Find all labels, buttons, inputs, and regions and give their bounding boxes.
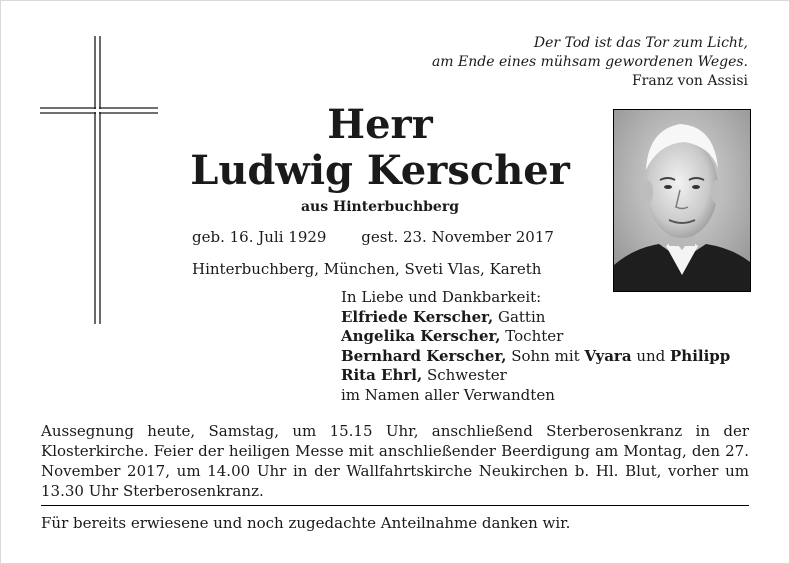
mourner-row [341, 308, 730, 328]
mourners-intro: In Liebe und Dankbarkeit: [341, 288, 542, 306]
hometown: aus Hinterbuchberg [300, 199, 459, 215]
mourner-name: Elfriede Kerscher, [341, 307, 494, 326]
death-date: gest. 23. November 2017 [361, 228, 554, 246]
mourner-conjunction: und [631, 346, 671, 365]
epigraph-line-1: Der Tod ist das Tor zum Licht, [533, 35, 748, 51]
cross-icon [40, 36, 158, 324]
life-dates [192, 228, 554, 246]
epigraph-author: Franz von Assisi [631, 73, 748, 89]
mourners-closing: im Namen aller Verwandten [341, 385, 555, 404]
divider [41, 505, 749, 506]
portrait-photo [613, 109, 751, 292]
mourner-name: Philipp [670, 346, 731, 365]
mourner-name: Vyara [584, 346, 632, 365]
mourner-row [341, 366, 730, 386]
mourners-list [341, 288, 730, 405]
mourner-row [341, 347, 730, 367]
places-of-life: Hinterbuchberg, München, Sveti Vlas, Kareth [192, 260, 542, 278]
mourner-relation: Tochter [500, 327, 564, 345]
funeral-notice: Aussegnung heute, Samstag, um 15.15 Uhr, anschließend Sterberosenkranz in der Klosterkirche. Feier der heiligen Messe mit anschließender Beerdigung am Montag, den 27. November 2017, um 14.00 Uhr in der Wallfahrtskirche Neukirchen b. Hl. Blut, vorher um 13.30 Uhr Sterberosenkranz. [41, 422, 749, 500]
epigraph-line-2: am Ende eines mühsam gewordenen Weges. [431, 54, 748, 70]
thanks-line: Für bereits erwiesene und noch zugedachte Anteilnahme danken wir. [41, 514, 571, 532]
mourner-name: Bernhard Kerscher, [341, 346, 507, 365]
mourner-name: Angelika Kerscher, [341, 327, 501, 345]
salutation: Herr [327, 101, 433, 148]
mourner-row [341, 327, 730, 347]
mourner-relation: Gattin [493, 307, 546, 326]
birth-date: geb. 16. Juli 1929 [192, 228, 327, 246]
mourner-relation: Schwester [422, 366, 507, 384]
mourner-name: Rita Ehrl, [341, 366, 423, 384]
deceased-name: Ludwig Kerscher [190, 147, 570, 194]
epigraph [432, 34, 748, 91]
mourner-relation: Sohn mit [506, 346, 585, 365]
